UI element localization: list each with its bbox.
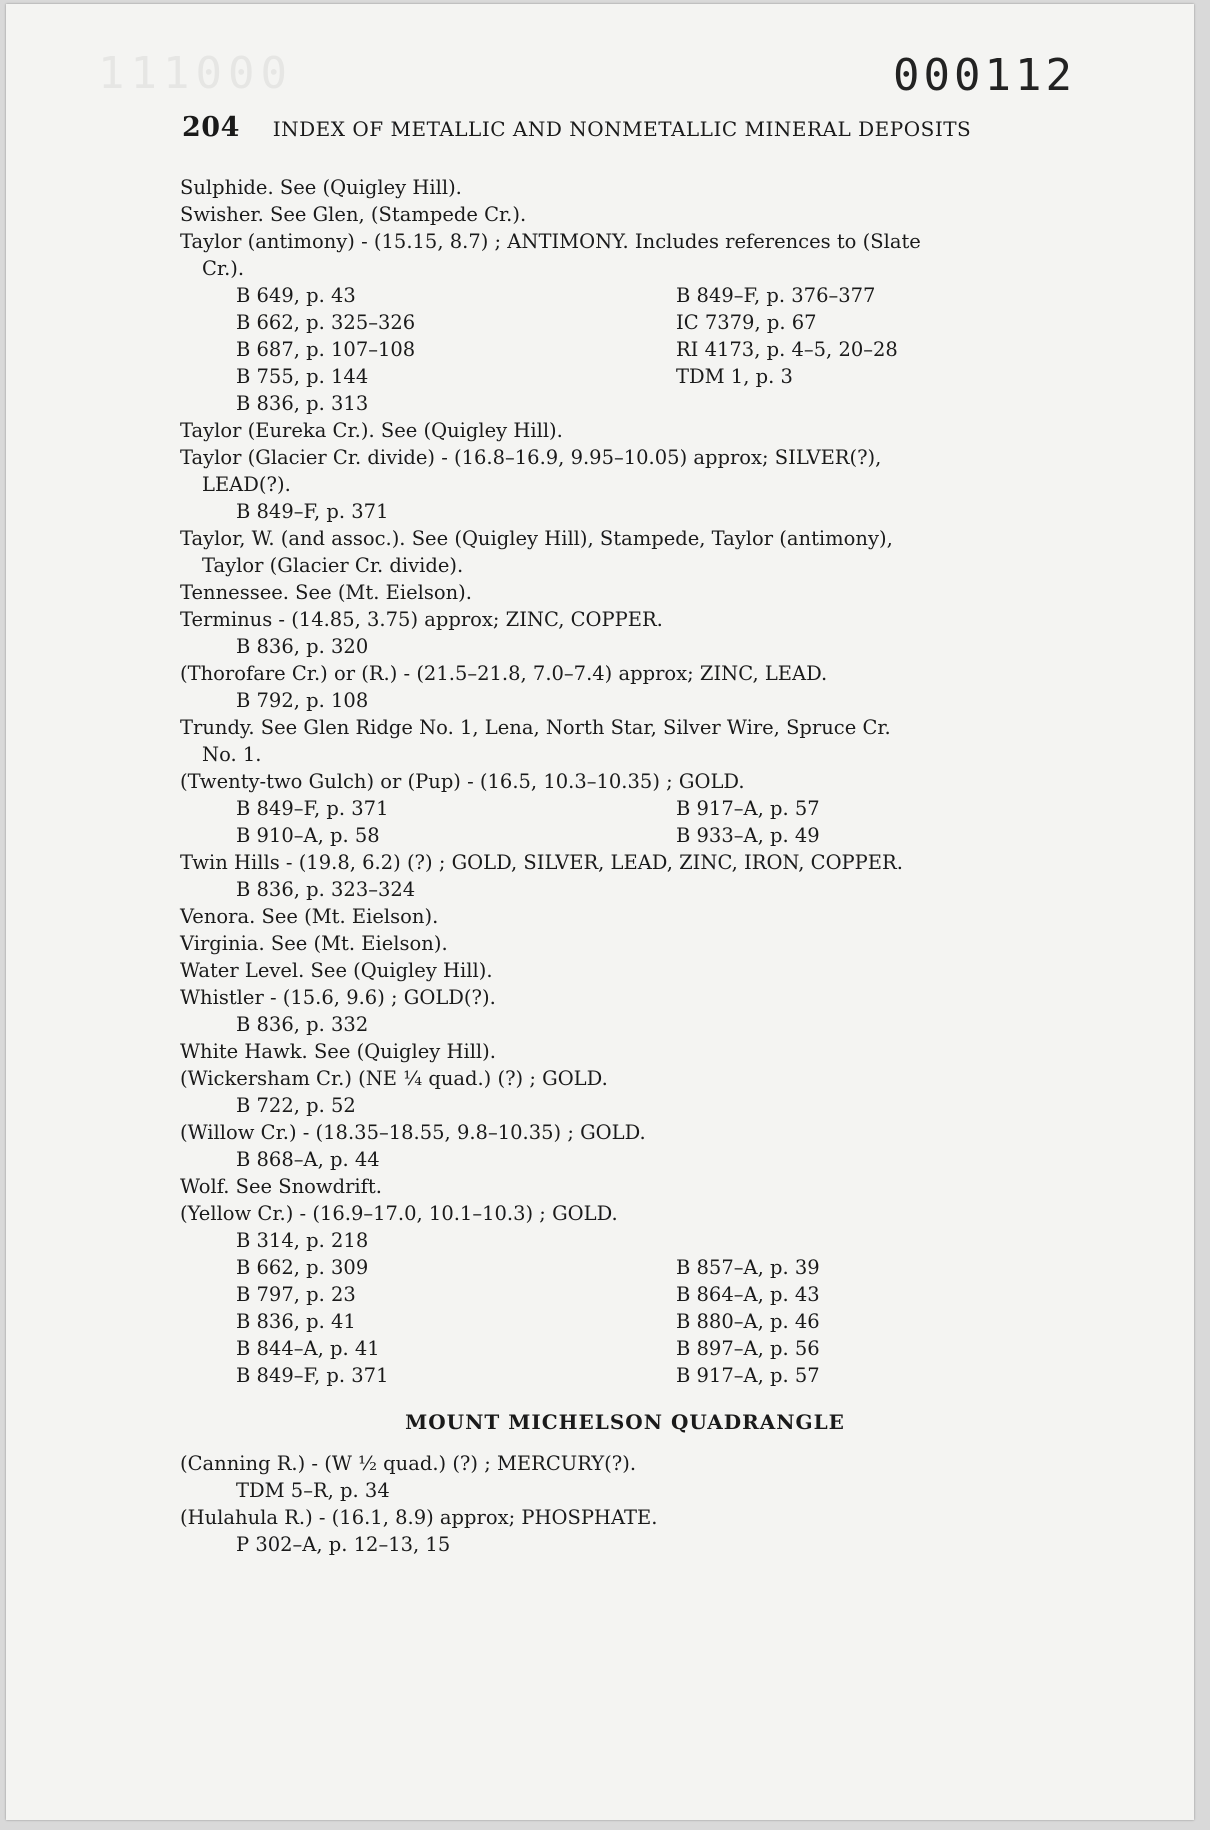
- reference-citation: B 314, p. 218: [236, 1229, 369, 1252]
- reference-column-right: [676, 1477, 1076, 1504]
- reference-citation: B 849–F, p. 371: [236, 797, 389, 820]
- entry-heading: Venora. See (Mt. Eielson).: [180, 905, 439, 928]
- entry-heading: (Willow Cr.) - (18.35–18.55, 9.8–10.35) ; GOLD.: [180, 1121, 646, 1144]
- index-entry: [180, 228, 1070, 417]
- index-entry: [180, 1450, 1070, 1504]
- entry-heading: Taylor, W. (and assoc.). See (Quigley Hill), Stampede, Taylor (antimony),: [180, 527, 893, 550]
- reference-citation: TDM 1, p. 3: [676, 365, 793, 388]
- reference-column-left: [236, 282, 676, 417]
- reference-column-right: [676, 1011, 1076, 1038]
- page-header: [182, 112, 1062, 143]
- entry-heading: (Twenty-two Gulch) or (Pup) - (16.5, 10.3–10.35) ; GOLD.: [180, 770, 745, 793]
- entry-heading: Swisher. See Glen, (Stampede Cr.).: [180, 203, 527, 226]
- entry-heading: Tennessee. See (Mt. Eielson).: [180, 581, 472, 604]
- reference-citation: B 836, p. 323–324: [236, 878, 416, 901]
- index-entry: [180, 174, 1070, 201]
- page-number: 204: [182, 112, 240, 143]
- reference-column-left: [236, 795, 676, 849]
- section-entry-list: [180, 1450, 1070, 1558]
- reference-columns: [180, 1531, 1070, 1558]
- reference-citation: B 917–A, p. 57: [676, 1364, 820, 1387]
- reference-citation: B 933–A, p. 49: [676, 824, 820, 847]
- reference-citation: [676, 1227, 1076, 1254]
- reference-column-right: [676, 498, 1076, 525]
- index-entry: [180, 1504, 1070, 1558]
- reference-column-right: [676, 1531, 1076, 1558]
- reference-citation: IC 7379, p. 67: [676, 311, 817, 334]
- entry-heading: Water Level. See (Quigley Hill).: [180, 959, 493, 982]
- reference-column-right: [676, 633, 1076, 660]
- reference-citation: B 797, p. 23: [236, 1283, 356, 1306]
- reference-citation: B 849–F, p. 376–377: [676, 284, 876, 307]
- reference-citation: B 649, p. 43: [236, 284, 356, 307]
- index-entry: [180, 768, 1070, 849]
- index-entry: [180, 417, 1070, 444]
- reference-columns: [180, 633, 1070, 660]
- reference-column-left: [236, 1531, 676, 1558]
- reference-columns: [180, 1477, 1070, 1504]
- reference-column-left: [236, 1092, 676, 1119]
- index-entry: [180, 957, 1070, 984]
- entry-heading: Trundy. See Glen Ridge No. 1, Lena, North Star, Silver Wire, Spruce Cr.: [180, 716, 891, 739]
- reference-column-left: [236, 633, 676, 660]
- reference-citation: B 897–A, p. 56: [676, 1337, 820, 1360]
- reference-columns: [180, 1011, 1070, 1038]
- reference-columns: [180, 1146, 1070, 1173]
- reference-column-right: [676, 1146, 1076, 1173]
- index-entry: [180, 984, 1070, 1038]
- reference-citation: B 864–A, p. 43: [676, 1283, 820, 1306]
- reference-columns: [180, 1092, 1070, 1119]
- index-entry: [180, 444, 1070, 525]
- index-body: [180, 174, 1070, 1558]
- index-entry: [180, 1065, 1070, 1119]
- entry-heading: (Yellow Cr.) - (16.9–17.0, 10.1–10.3) ; GOLD.: [180, 1202, 618, 1225]
- entry-list: [180, 174, 1070, 1389]
- reference-citation: B 687, p. 107–108: [236, 338, 416, 361]
- entry-heading: (Wickersham Cr.) (NE ¼ quad.) (?) ; GOLD.: [180, 1067, 608, 1090]
- reference-columns: [180, 282, 1070, 417]
- reference-citation: RI 4173, p. 4–5, 20–28: [676, 338, 898, 361]
- reference-column-right: [676, 687, 1076, 714]
- reference-citation: B 844–A, p. 41: [236, 1337, 380, 1360]
- reference-citation: B 836, p. 41: [236, 1310, 356, 1333]
- reference-columns: [180, 498, 1070, 525]
- entry-heading: Taylor (antimony) - (15.15, 8.7) ; ANTIMONY. Includes references to (Slate: [180, 230, 921, 253]
- entry-heading: White Hawk. See (Quigley Hill).: [180, 1040, 496, 1063]
- bleed-through-stamp: 111000: [98, 48, 293, 99]
- index-entry: [180, 1119, 1070, 1173]
- reference-column-right: [676, 1092, 1076, 1119]
- reference-citation: B 792, p. 108: [236, 689, 369, 712]
- reference-citation: B 880–A, p. 46: [676, 1310, 820, 1333]
- entry-continuation: Taylor (Glacier Cr. divide).: [202, 554, 464, 577]
- entry-heading: Sulphide. See (Quigley Hill).: [180, 176, 462, 199]
- reference-columns: [180, 795, 1070, 849]
- reference-column-left: [236, 1011, 676, 1038]
- entry-heading: Taylor (Glacier Cr. divide) - (16.8–16.9, 9.95–10.05) approx; SILVER(?),: [180, 446, 882, 469]
- section-title: MOUNT MICHELSON QUADRANGLE: [405, 1410, 845, 1434]
- entry-heading: Wolf. See Snowdrift.: [180, 1175, 382, 1198]
- reference-citation: B 849–F, p. 371: [236, 500, 389, 523]
- document-page: [6, 4, 1194, 1820]
- reference-citation: B 917–A, p. 57: [676, 797, 820, 820]
- entry-heading: (Thorofare Cr.) or (R.) - (21.5–21.8, 7.0–7.4) approx; ZINC, LEAD.: [180, 662, 828, 685]
- reference-citation: B 910–A, p. 58: [236, 824, 380, 847]
- reference-citation: B 836, p. 332: [236, 1013, 369, 1036]
- reference-citation: B 836, p. 320: [236, 635, 369, 658]
- index-entry: [180, 201, 1070, 228]
- index-entry: [180, 606, 1070, 660]
- index-entry: [180, 849, 1070, 903]
- reference-citation: B 868–A, p. 44: [236, 1148, 380, 1171]
- reference-citation: B 662, p. 309: [236, 1256, 369, 1279]
- reference-column-left: [236, 687, 676, 714]
- reference-citation: P 302–A, p. 12–13, 15: [236, 1533, 451, 1556]
- reference-column-right: [676, 282, 1076, 417]
- reference-column-left: [236, 1477, 676, 1504]
- reference-column-right: [676, 1227, 1076, 1389]
- reference-citation: B 662, p. 325–326: [236, 311, 416, 334]
- entry-continuation: Cr.).: [202, 257, 245, 280]
- index-entry: [180, 525, 1070, 579]
- index-entry: [180, 1173, 1070, 1200]
- reference-columns: [180, 876, 1070, 903]
- reference-citation: B 849–F, p. 371: [236, 1364, 389, 1387]
- entry-heading: Whistler - (15.6, 9.6) ; GOLD(?).: [180, 986, 496, 1009]
- index-entry: [180, 903, 1070, 930]
- entry-heading: Twin Hills - (19.8, 6.2) (?) ; GOLD, SILVER, LEAD, ZINC, IRON, COPPER.: [180, 851, 903, 874]
- entry-heading: (Hulahula R.) - (16.1, 8.9) approx; PHOSPHATE.: [180, 1506, 658, 1529]
- reference-column-left: [236, 498, 676, 525]
- reference-column-right: [676, 876, 1076, 903]
- index-entry: [180, 579, 1070, 606]
- index-entry: [180, 660, 1070, 714]
- reference-column-left: [236, 1227, 676, 1389]
- entry-heading: Taylor (Eureka Cr.). See (Quigley Hill).: [180, 419, 563, 442]
- reference-citation: B 755, p. 144: [236, 365, 369, 388]
- reference-column-left: [236, 876, 676, 903]
- index-entry: [180, 1038, 1070, 1065]
- reference-columns: [180, 687, 1070, 714]
- index-entry: [180, 1200, 1070, 1389]
- reference-columns: [180, 1227, 1070, 1389]
- reference-citation: B 836, p. 313: [236, 392, 369, 415]
- running-title: INDEX OF METALLIC AND NONMETALLIC MINERAL DEPOSITS: [272, 117, 972, 141]
- reference-column-left: [236, 1146, 676, 1173]
- entry-heading: Virginia. See (Mt. Eielson).: [180, 932, 448, 955]
- reference-citation: B 722, p. 52: [236, 1094, 356, 1117]
- reference-citation: TDM 5–R, p. 34: [236, 1479, 390, 1502]
- entry-continuation: No. 1.: [202, 743, 262, 766]
- reference-citation: B 857–A, p. 39: [676, 1256, 820, 1279]
- index-entry: [180, 930, 1070, 957]
- document-stamp-number: 000112: [893, 50, 1076, 101]
- reference-column-right: [676, 795, 1076, 849]
- index-entry: [180, 714, 1070, 768]
- entry-heading: Terminus - (14.85, 3.75) approx; ZINC, COPPER.: [180, 608, 663, 631]
- entry-continuation: LEAD(?).: [202, 473, 291, 496]
- entry-heading: (Canning R.) - (W ½ quad.) (?) ; MERCURY(?).: [180, 1452, 637, 1475]
